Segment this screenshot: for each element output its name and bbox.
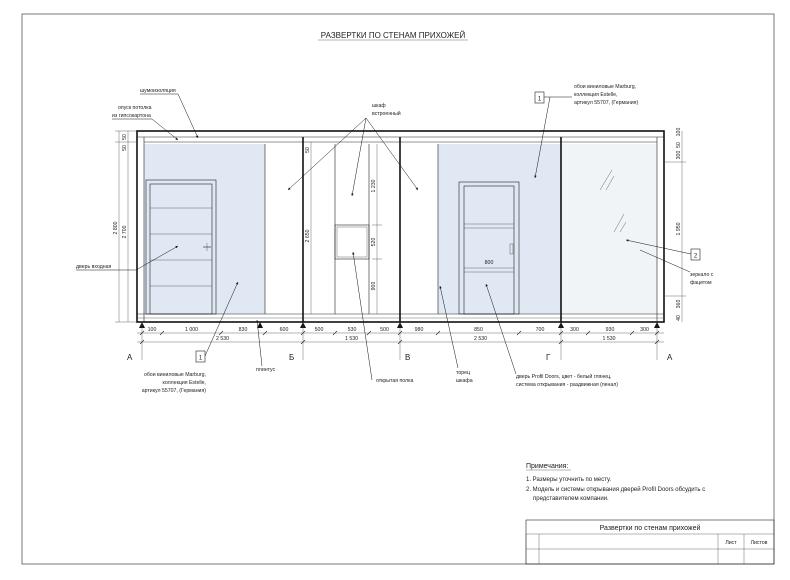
tag-mirror: 2: [693, 253, 698, 260]
dim-right-300: 300: [676, 150, 682, 160]
callout-wallpaper-bot-1: обои виниловые Marburg,: [143, 372, 206, 378]
stamp-sheets-label: Листов: [750, 540, 768, 546]
dim-shelf-520: 520: [371, 237, 377, 247]
callout-mirror-2: фацетом: [690, 280, 712, 286]
dim-row1-label: 500: [380, 327, 389, 333]
dim-row1-label: 850: [474, 327, 483, 333]
page-title: РАЗВЕРТКИ ПО СТЕНАМ ПРИХОЖЕЙ: [320, 31, 466, 40]
notes-item-2b: представителем компании.: [533, 496, 609, 502]
dim-left-50: 50: [122, 134, 128, 140]
wall-letter-g: Г: [546, 353, 551, 362]
dim-row1-label: 530: [347, 327, 357, 333]
callout-wallpaper-top-3: артикул 55707, (Германия): [574, 100, 639, 106]
tag-bottom: 1: [198, 355, 203, 362]
callout-entrance-door: дверь входная: [76, 264, 112, 270]
wall-letter-a-left: А: [127, 353, 133, 362]
dim-row1-label: 1 000: [185, 327, 198, 333]
notes-block: [526, 463, 705, 502]
dim-row1-label: 300: [570, 327, 579, 333]
wall-letter-b: Б: [289, 353, 295, 362]
dim-row1-label: 100: [147, 327, 157, 333]
callout-wallpaper-top-2: коллекция Estelle,: [574, 92, 618, 98]
wall-letter-a-right: А: [667, 353, 673, 362]
dim-row1-label: 700: [535, 327, 545, 333]
dim-left-2700: 2 700: [122, 225, 128, 239]
dim-row2-label: 2 530: [216, 336, 229, 342]
dim-row1-label: 300: [640, 327, 649, 333]
open-shelf-inner: [337, 227, 367, 257]
callout-profil-door-1: дверь Profil Doors, цвет - белый глянец,: [516, 374, 612, 380]
callout-wallpaper-bot-2: коллекция Estelle,: [162, 380, 206, 386]
dim-shelf-1230: 1 230: [371, 179, 377, 193]
dim-row1-label: 930: [605, 327, 615, 333]
dim-row1-label: 500: [314, 327, 324, 333]
callout-cabinet-end-2: шкафа: [456, 378, 473, 384]
callout-wardrobe-2: встроенный: [372, 111, 401, 117]
dim-row2-label: 1 530: [345, 336, 358, 342]
dim-right-50: 50: [676, 142, 682, 148]
callout-cabinet-end-1: торец: [456, 370, 470, 376]
dim-row1-label: 980: [414, 327, 424, 333]
notes-item-2a: 2. Модель и системы открывания дверей Profil Doors обсудить с: [526, 487, 706, 493]
tag-top: 1: [537, 96, 542, 103]
callout-wardrobe-1: шкаф: [372, 103, 386, 109]
door-width-dim: 800: [484, 260, 494, 266]
callout-profil-door-2: система открывания - раздвижная (пенал): [516, 382, 619, 388]
notes-item-1: 1. Размеры уточнить по месту.: [526, 477, 612, 483]
dim-row1-label: 600: [279, 327, 289, 333]
sheet-frame: [22, 14, 774, 564]
title-block: [526, 520, 774, 564]
notes-heading: Примечания:: [526, 463, 569, 470]
wallpaper-panel-left: [144, 144, 265, 314]
wall-elevation: [137, 131, 664, 328]
leader-wardrobe-1: [288, 118, 366, 190]
callout-ceiling-2: из гипсокартона: [112, 113, 151, 119]
leader-wardrobe-3: [366, 118, 418, 193]
callout-wallpaper-bot-3: артикул 55707, (Германия): [141, 388, 206, 394]
dim-row1-label: 830: [238, 327, 248, 333]
dim-b-50: 50: [305, 147, 311, 153]
wallpaper-panel-right: [438, 144, 561, 314]
dim-right-100: 100: [676, 127, 682, 137]
callout-mirror-1: зеркало с: [690, 272, 714, 278]
dim-shelf-900: 900: [371, 281, 377, 291]
open-shelf: [335, 225, 369, 259]
wall-letter-v: В: [405, 353, 411, 362]
callout-open-shelf: открытая полка: [376, 378, 414, 384]
dim-row2-label: 1 530: [602, 336, 616, 342]
callout-wallpaper-top-1: обои виниловые Marburg,: [574, 84, 637, 90]
dim-right-360: 360: [676, 299, 682, 309]
dim-right-40: 40: [676, 315, 682, 321]
dim-right-1950: 1 950: [676, 222, 682, 236]
dim-left-50b: 50: [122, 145, 128, 151]
dim-left-2800: 2 800: [113, 221, 119, 235]
callout-ceiling-1: опуск потолка: [118, 105, 152, 111]
leader-wardrobe-2: [352, 118, 366, 196]
dim-row2-label: 2 530: [474, 336, 487, 342]
mirror-panel: [561, 144, 657, 314]
callout-noise: шумоизоляция: [140, 88, 176, 94]
dim-b-2650: 2 650: [305, 229, 311, 243]
callout-plinth: плинтус: [256, 367, 276, 373]
stamp-title: Развертки по стенам прихожей: [599, 525, 701, 532]
stamp-sheet-label: Лист: [725, 540, 737, 546]
